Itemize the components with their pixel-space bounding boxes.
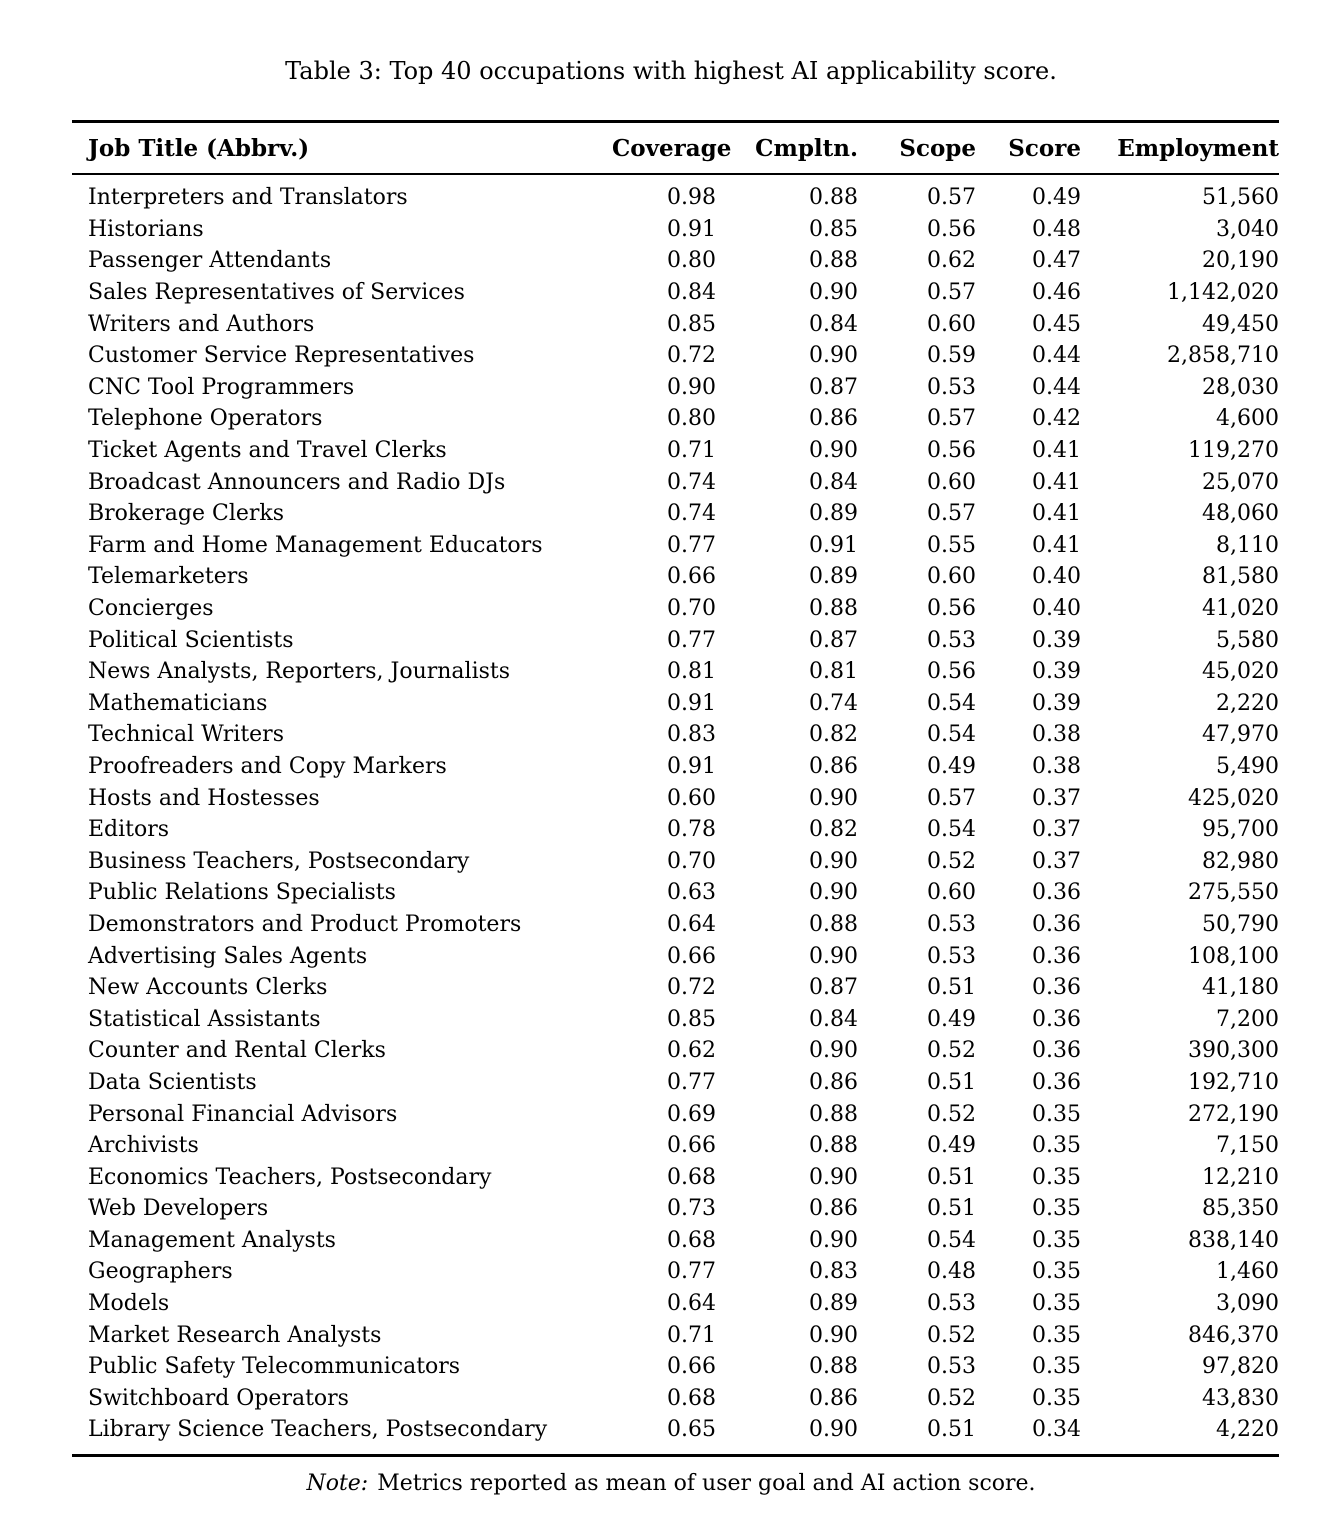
table-row xyxy=(72,277,1279,309)
value-cell: 0.90 xyxy=(667,374,716,400)
table-row xyxy=(72,624,1279,656)
value-cell: 0.41 xyxy=(1032,438,1081,464)
value-cell: 0.72 xyxy=(667,343,716,369)
value-cell: 0.36 xyxy=(1032,1069,1081,1095)
value-cell: 0.34 xyxy=(1032,1417,1081,1443)
value-cell: 0.35 xyxy=(1032,1322,1081,1348)
value-cell: 0.38 xyxy=(1032,722,1081,748)
job-title-cell: Editors xyxy=(88,817,170,843)
value-cell: 0.35 xyxy=(1032,1227,1081,1253)
value-cell: 0.90 xyxy=(809,280,858,306)
value-cell: 0.77 xyxy=(667,532,716,558)
table-row xyxy=(72,174,1279,214)
job-title-cell: Switchboard Operators xyxy=(88,1385,349,1411)
job-title-cell: Telemarketers xyxy=(88,564,249,590)
table-row xyxy=(72,1193,1279,1225)
value-cell: 1,460 xyxy=(1216,1259,1279,1285)
table-header-row xyxy=(72,122,1279,175)
value-cell: 43,830 xyxy=(1202,1385,1279,1411)
value-cell: 0.54 xyxy=(927,722,976,748)
value-cell: 0.78 xyxy=(667,817,716,843)
value-cell: 0.90 xyxy=(809,343,858,369)
value-cell: 5,490 xyxy=(1216,753,1279,779)
value-cell: 0.35 xyxy=(1032,1101,1081,1127)
column-header-job-title-abbrv: Job Title (Abbrv.) xyxy=(72,122,612,175)
value-cell: 0.91 xyxy=(667,216,716,242)
value-cell: 0.90 xyxy=(809,438,858,464)
value-cell: 192,710 xyxy=(1188,1069,1279,1095)
value-cell: 0.68 xyxy=(667,1227,716,1253)
value-cell: 0.53 xyxy=(927,627,976,653)
table-row xyxy=(72,909,1279,941)
value-cell: 0.60 xyxy=(927,564,976,590)
value-cell: 85,350 xyxy=(1202,1196,1279,1222)
value-cell: 0.64 xyxy=(667,911,716,937)
value-cell: 0.66 xyxy=(667,943,716,969)
value-cell: 0.60 xyxy=(927,880,976,906)
table-caption: Table 3: Top 40 occupations with highest AI applicability score. xyxy=(285,57,1057,85)
value-cell: 0.87 xyxy=(809,627,858,653)
table-row xyxy=(72,972,1279,1004)
value-cell: 0.86 xyxy=(809,406,858,432)
value-cell: 0.83 xyxy=(667,722,716,748)
value-cell: 0.51 xyxy=(927,1164,976,1190)
value-cell: 0.90 xyxy=(809,785,858,811)
value-cell: 0.40 xyxy=(1032,564,1081,590)
value-cell: 0.47 xyxy=(1032,248,1081,274)
value-cell: 119,270 xyxy=(1188,438,1279,464)
value-cell: 0.91 xyxy=(809,532,858,558)
value-cell: 0.53 xyxy=(927,1354,976,1380)
value-cell: 0.80 xyxy=(667,406,716,432)
table-note xyxy=(0,1470,1342,1498)
value-cell: 0.37 xyxy=(1032,785,1081,811)
table-row xyxy=(72,1161,1279,1193)
job-title-cell: Broadcast Announcers and Radio DJs xyxy=(88,469,506,495)
table-row xyxy=(72,435,1279,467)
value-cell: 0.52 xyxy=(927,1385,976,1411)
table-row xyxy=(72,530,1279,562)
value-cell: 0.59 xyxy=(927,343,976,369)
value-cell: 0.49 xyxy=(927,1006,976,1032)
value-cell: 2,858,710 xyxy=(1167,343,1279,369)
value-cell: 0.63 xyxy=(667,880,716,906)
job-title-cell: Archivists xyxy=(88,1133,199,1159)
value-cell: 82,980 xyxy=(1202,848,1279,874)
value-cell: 0.57 xyxy=(927,185,976,211)
job-title-cell: Business Teachers, Postsecondary xyxy=(88,848,470,874)
value-cell: 0.35 xyxy=(1032,1164,1081,1190)
value-cell: 0.41 xyxy=(1032,501,1081,527)
value-cell: 0.39 xyxy=(1032,690,1081,716)
value-cell: 0.51 xyxy=(927,1069,976,1095)
value-cell: 272,190 xyxy=(1188,1101,1279,1127)
value-cell: 0.60 xyxy=(927,469,976,495)
value-cell: 0.62 xyxy=(667,1038,716,1064)
job-title-cell: Geographers xyxy=(88,1259,233,1285)
value-cell: 0.87 xyxy=(809,374,858,400)
value-cell: 0.42 xyxy=(1032,406,1081,432)
value-cell: 0.44 xyxy=(1032,374,1081,400)
table-row xyxy=(72,1003,1279,1035)
value-cell: 0.71 xyxy=(667,438,716,464)
column-header-score: Score xyxy=(976,122,1081,175)
value-cell: 0.86 xyxy=(809,753,858,779)
value-cell: 0.55 xyxy=(927,532,976,558)
value-cell: 0.45 xyxy=(1032,311,1081,337)
value-cell: 49,450 xyxy=(1202,311,1279,337)
value-cell: 0.90 xyxy=(809,1322,858,1348)
table-row xyxy=(72,1225,1279,1257)
value-cell: 0.88 xyxy=(809,1101,858,1127)
value-cell: 0.57 xyxy=(927,501,976,527)
value-cell: 0.39 xyxy=(1032,659,1081,685)
table-row xyxy=(72,1288,1279,1320)
job-title-cell: News Analysts, Reporters, Journalists xyxy=(88,659,511,685)
value-cell: 4,600 xyxy=(1216,406,1279,432)
table-row xyxy=(72,1130,1279,1162)
value-cell: 0.54 xyxy=(927,690,976,716)
table-row xyxy=(72,1035,1279,1067)
value-cell: 0.49 xyxy=(1032,185,1081,211)
table-row xyxy=(72,656,1279,688)
job-title-cell: Personal Financial Advisors xyxy=(88,1101,398,1127)
table-row xyxy=(72,845,1279,877)
value-cell: 0.84 xyxy=(809,311,858,337)
value-cell: 8,110 xyxy=(1216,532,1279,558)
value-cell: 0.54 xyxy=(927,817,976,843)
job-title-cell: Technical Writers xyxy=(88,722,284,748)
value-cell: 0.82 xyxy=(809,817,858,843)
table-row xyxy=(72,245,1279,277)
value-cell: 0.41 xyxy=(1032,469,1081,495)
value-cell: 28,030 xyxy=(1202,374,1279,400)
value-cell: 0.74 xyxy=(667,501,716,527)
value-cell: 0.39 xyxy=(1032,627,1081,653)
value-cell: 0.84 xyxy=(809,1006,858,1032)
value-cell: 50,790 xyxy=(1202,911,1279,937)
note-label: Note: xyxy=(306,1470,369,1496)
value-cell: 0.84 xyxy=(809,469,858,495)
job-title-cell: Public Safety Telecommunicators xyxy=(88,1354,461,1380)
value-cell: 0.87 xyxy=(809,975,858,1001)
value-cell: 425,020 xyxy=(1188,785,1279,811)
job-title-cell: Brokerage Clerks xyxy=(88,501,285,527)
table-body xyxy=(72,174,1279,1455)
value-cell: 0.54 xyxy=(927,1227,976,1253)
value-cell: 0.36 xyxy=(1032,911,1081,937)
table-row xyxy=(72,561,1279,593)
table-row xyxy=(72,1098,1279,1130)
table-row xyxy=(72,340,1279,372)
table-row xyxy=(72,751,1279,783)
job-title-cell: Statistical Assistants xyxy=(88,1006,321,1032)
table-row xyxy=(72,719,1279,751)
value-cell: 1,142,020 xyxy=(1167,280,1279,306)
table-row xyxy=(72,308,1279,340)
value-cell: 0.38 xyxy=(1032,753,1081,779)
value-cell: 0.37 xyxy=(1032,848,1081,874)
value-cell: 0.88 xyxy=(809,596,858,622)
value-cell: 0.88 xyxy=(809,1133,858,1159)
value-cell: 0.72 xyxy=(667,975,716,1001)
value-cell: 81,580 xyxy=(1202,564,1279,590)
job-title-cell: Farm and Home Management Educators xyxy=(88,532,543,558)
value-cell: 0.81 xyxy=(809,659,858,685)
value-cell: 12,210 xyxy=(1202,1164,1279,1190)
value-cell: 0.56 xyxy=(927,659,976,685)
value-cell: 0.64 xyxy=(667,1291,716,1317)
value-cell: 41,180 xyxy=(1202,975,1279,1001)
value-cell: 0.35 xyxy=(1032,1385,1081,1411)
value-cell: 0.52 xyxy=(927,1038,976,1064)
value-cell: 45,020 xyxy=(1202,659,1279,685)
value-cell: 0.36 xyxy=(1032,880,1081,906)
value-cell: 0.53 xyxy=(927,943,976,969)
value-cell: 0.60 xyxy=(667,785,716,811)
value-cell: 0.88 xyxy=(809,248,858,274)
note-text: Metrics reported as mean of user goal and AI action score. xyxy=(377,1470,1036,1496)
table-row xyxy=(72,1256,1279,1288)
value-cell: 0.57 xyxy=(927,280,976,306)
value-cell: 20,190 xyxy=(1202,248,1279,274)
table-row xyxy=(72,940,1279,972)
value-cell: 0.56 xyxy=(927,216,976,242)
value-cell: 0.36 xyxy=(1032,1038,1081,1064)
value-cell: 0.77 xyxy=(667,1069,716,1095)
value-cell: 390,300 xyxy=(1188,1038,1279,1064)
value-cell: 108,100 xyxy=(1188,943,1279,969)
value-cell: 0.35 xyxy=(1032,1259,1081,1285)
value-cell: 0.89 xyxy=(809,501,858,527)
value-cell: 0.51 xyxy=(927,1417,976,1443)
value-cell: 0.83 xyxy=(809,1259,858,1285)
job-title-cell: New Accounts Clerks xyxy=(88,975,328,1001)
value-cell: 0.90 xyxy=(809,1164,858,1190)
value-cell: 0.35 xyxy=(1032,1354,1081,1380)
job-title-cell: Historians xyxy=(88,216,204,242)
job-title-cell: Interpreters and Translators xyxy=(88,185,408,211)
job-title-cell: Web Developers xyxy=(88,1196,269,1222)
value-cell: 0.90 xyxy=(809,1038,858,1064)
value-cell: 0.52 xyxy=(927,1322,976,1348)
value-cell: 7,200 xyxy=(1216,1006,1279,1032)
value-cell: 0.40 xyxy=(1032,596,1081,622)
value-cell: 0.90 xyxy=(809,1227,858,1253)
value-cell: 0.90 xyxy=(809,848,858,874)
job-title-cell: Political Scientists xyxy=(88,627,294,653)
job-title-cell: Ticket Agents and Travel Clerks xyxy=(88,438,447,464)
value-cell: 0.35 xyxy=(1032,1291,1081,1317)
value-cell: 0.88 xyxy=(809,185,858,211)
table-row xyxy=(72,372,1279,404)
column-header-employment: Employment xyxy=(1081,122,1279,175)
table-row xyxy=(72,782,1279,814)
value-cell: 0.91 xyxy=(667,690,716,716)
job-title-cell: Public Relations Specialists xyxy=(88,880,396,906)
job-title-cell: Sales Representatives of Services xyxy=(88,280,465,306)
value-cell: 0.41 xyxy=(1032,532,1081,558)
table-row xyxy=(72,498,1279,530)
value-cell: 0.57 xyxy=(927,785,976,811)
job-title-cell: CNC Tool Programmers xyxy=(88,374,355,400)
value-cell: 0.77 xyxy=(667,1259,716,1285)
value-cell: 0.85 xyxy=(667,311,716,337)
value-cell: 51,560 xyxy=(1202,185,1279,211)
value-cell: 0.36 xyxy=(1032,1006,1081,1032)
value-cell: 0.85 xyxy=(667,1006,716,1032)
value-cell: 48,060 xyxy=(1202,501,1279,527)
value-cell: 275,550 xyxy=(1188,880,1279,906)
job-title-cell: Customer Service Representatives xyxy=(88,343,475,369)
value-cell: 0.53 xyxy=(927,911,976,937)
job-title-cell: Writers and Authors xyxy=(88,311,315,337)
job-title-cell: Data Scientists xyxy=(88,1069,257,1095)
value-cell: 0.77 xyxy=(667,627,716,653)
job-title-cell: Management Analysts xyxy=(88,1227,336,1253)
value-cell: 0.66 xyxy=(667,564,716,590)
value-cell: 0.49 xyxy=(927,753,976,779)
value-cell: 0.86 xyxy=(809,1069,858,1095)
job-title-cell: Economics Teachers, Postsecondary xyxy=(88,1164,492,1190)
value-cell: 0.60 xyxy=(927,311,976,337)
value-cell: 0.44 xyxy=(1032,343,1081,369)
value-cell: 97,820 xyxy=(1202,1354,1279,1380)
value-cell: 0.98 xyxy=(667,185,716,211)
job-title-cell: Proofreaders and Copy Markers xyxy=(88,753,447,779)
table-row xyxy=(72,1319,1279,1351)
value-cell: 0.91 xyxy=(667,753,716,779)
table-row xyxy=(72,814,1279,846)
value-cell: 3,090 xyxy=(1216,1291,1279,1317)
value-cell: 0.80 xyxy=(667,248,716,274)
value-cell: 0.56 xyxy=(927,596,976,622)
value-cell: 0.69 xyxy=(667,1101,716,1127)
value-cell: 3,040 xyxy=(1216,216,1279,242)
value-cell: 5,580 xyxy=(1216,627,1279,653)
table-row xyxy=(72,593,1279,625)
value-cell: 0.36 xyxy=(1032,943,1081,969)
value-cell: 0.51 xyxy=(927,975,976,1001)
value-cell: 0.81 xyxy=(667,659,716,685)
value-cell: 0.46 xyxy=(1032,280,1081,306)
value-cell: 846,370 xyxy=(1188,1322,1279,1348)
table-row xyxy=(72,466,1279,498)
value-cell: 0.52 xyxy=(927,1101,976,1127)
value-cell: 0.68 xyxy=(667,1385,716,1411)
value-cell: 0.74 xyxy=(667,469,716,495)
value-cell: 0.37 xyxy=(1032,817,1081,843)
column-header-coverage: Coverage xyxy=(612,122,716,175)
value-cell: 0.66 xyxy=(667,1133,716,1159)
table-row xyxy=(72,403,1279,435)
value-cell: 25,070 xyxy=(1202,469,1279,495)
value-cell: 0.88 xyxy=(809,1354,858,1380)
value-cell: 0.35 xyxy=(1032,1196,1081,1222)
table-row xyxy=(72,877,1279,909)
job-title-cell: Telephone Operators xyxy=(88,406,323,432)
job-title-cell: Mathematicians xyxy=(88,690,268,716)
job-title-cell: Passenger Attendants xyxy=(88,248,332,274)
value-cell: 0.88 xyxy=(809,911,858,937)
value-cell: 0.49 xyxy=(927,1133,976,1159)
job-title-cell: Market Research Analysts xyxy=(88,1322,382,1348)
job-title-cell: Demonstrators and Product Promoters xyxy=(88,911,522,937)
table-row xyxy=(72,1414,1279,1455)
value-cell: 0.35 xyxy=(1032,1133,1081,1159)
value-cell: 7,150 xyxy=(1216,1133,1279,1159)
job-title-cell: Models xyxy=(88,1291,170,1317)
value-cell: 0.82 xyxy=(809,722,858,748)
value-cell: 0.71 xyxy=(667,1322,716,1348)
value-cell: 0.90 xyxy=(809,943,858,969)
value-cell: 0.65 xyxy=(667,1417,716,1443)
table-row xyxy=(72,1383,1279,1415)
job-title-cell: Library Science Teachers, Postsecondary xyxy=(88,1417,548,1443)
value-cell: 0.90 xyxy=(809,880,858,906)
value-cell: 0.70 xyxy=(667,848,716,874)
value-cell: 95,700 xyxy=(1202,817,1279,843)
value-cell: 0.89 xyxy=(809,1291,858,1317)
value-cell: 0.86 xyxy=(809,1385,858,1411)
job-title-cell: Concierges xyxy=(88,596,214,622)
value-cell: 41,020 xyxy=(1202,596,1279,622)
occupations-table xyxy=(72,120,1279,1457)
value-cell: 0.66 xyxy=(667,1354,716,1380)
value-cell: 0.36 xyxy=(1032,975,1081,1001)
value-cell: 0.52 xyxy=(927,848,976,874)
table-row xyxy=(72,214,1279,246)
value-cell: 0.70 xyxy=(667,596,716,622)
value-cell: 0.56 xyxy=(927,438,976,464)
value-cell: 2,220 xyxy=(1216,690,1279,716)
value-cell: 838,140 xyxy=(1188,1227,1279,1253)
value-cell: 0.89 xyxy=(809,564,858,590)
job-title-cell: Hosts and Hostesses xyxy=(88,785,320,811)
column-header-scope: Scope xyxy=(858,122,976,175)
value-cell: 0.86 xyxy=(809,1196,858,1222)
value-cell: 0.53 xyxy=(927,1291,976,1317)
table-row xyxy=(72,1351,1279,1383)
value-cell: 0.48 xyxy=(1032,216,1081,242)
value-cell: 0.85 xyxy=(809,216,858,242)
value-cell: 0.90 xyxy=(809,1417,858,1443)
job-title-cell: Counter and Rental Clerks xyxy=(88,1038,386,1064)
value-cell: 47,970 xyxy=(1202,722,1279,748)
value-cell: 0.57 xyxy=(927,406,976,432)
value-cell: 0.62 xyxy=(927,248,976,274)
table-row xyxy=(72,1067,1279,1099)
column-header-cmpltn: Cmpltn. xyxy=(716,122,858,175)
value-cell: 4,220 xyxy=(1216,1417,1279,1443)
value-cell: 0.48 xyxy=(927,1259,976,1285)
value-cell: 0.53 xyxy=(927,374,976,400)
value-cell: 0.68 xyxy=(667,1164,716,1190)
job-title-cell: Advertising Sales Agents xyxy=(88,943,368,969)
value-cell: 0.84 xyxy=(667,280,716,306)
value-cell: 0.73 xyxy=(667,1196,716,1222)
value-cell: 0.51 xyxy=(927,1196,976,1222)
value-cell: 0.74 xyxy=(809,690,858,716)
table-row xyxy=(72,688,1279,720)
